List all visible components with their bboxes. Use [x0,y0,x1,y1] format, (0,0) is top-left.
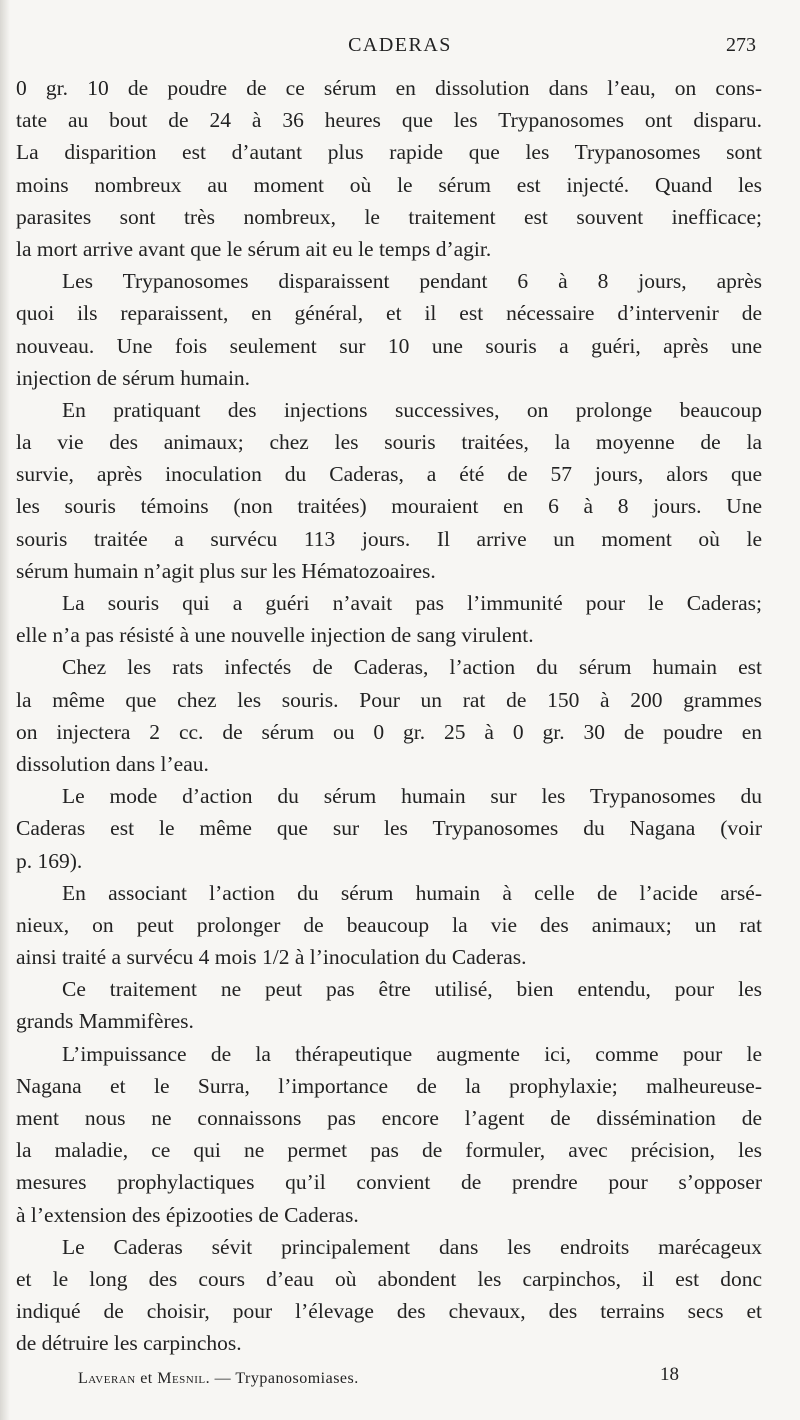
text-line: Le mode d’action du sérum humain sur les Trypanosomes du [62,784,762,809]
footer-joiner: et [135,1370,158,1387]
text-line: moins nombreux au moment où le sérum est injecté. Quand les [16,172,762,197]
text-line: Caderas est le même que sur les Trypanosomes du Nagana (voir [16,816,762,841]
text-line: quoi ils reparaissent, en général, et il est nécessaire d’intervenir de [16,301,762,326]
text-line: et le long des cours d’eau où abondent les carpinchos, il est donc [16,1266,762,1291]
text-line: à l’extension des épizooties de Caderas. [16,1202,359,1227]
text-line: de détruire les carpinchos. [16,1331,242,1356]
text-line: on injectera 2 cc. de sérum ou 0 gr. 25 à 0 gr. 30 de poudre en [16,719,762,744]
text-line: grands Mammifères. [16,1009,194,1034]
text-line: Les Trypanosomes disparaissent pendant 6 à 8 jours, après [62,269,762,294]
running-title: CADERAS [348,34,452,56]
footer-author-2: Mesnil. [157,1370,211,1387]
footer-author-1: Laveran [78,1370,136,1387]
text-line: La souris qui a guéri n’avait pas l’immunité pour le Caderas; [62,591,762,615]
footer-book-title: — Trypanosomiases. [210,1370,359,1387]
text-line: la même que chez les souris. Pour un rat de 150 à 200 grammes [16,687,762,712]
text-line: dissolution dans l’eau. [16,751,209,776]
text-line: Chez les rats infectés de Caderas, l’action du sérum humain est [62,655,762,680]
text-line: Le Caderas sévit principalement dans les endroits marécageux [62,1234,762,1259]
text-line: survie, après inoculation du Caderas, a été de 57 jours, alors que [16,462,762,487]
text-line: L’impuissance de la thérapeutique augmente ici, comme pour le [62,1041,762,1066]
text-line: mesures prophylactiques qu’il convient de prendre pour s’opposer [16,1170,762,1195]
text-line: nieux, on peut prolonger de beaucoup la vie des animaux; un rat [16,912,762,937]
text-line: les souris témoins (non traitées) mouraient en 6 à 8 jours. Une [16,494,762,519]
body-text [0,72,800,1360]
text-line: la vie des animaux; chez les souris traitées, la moyenne de la [16,430,762,455]
text-line: ment nous ne connaissons pas encore l’agent de dissémination de [16,1106,762,1130]
text-line: injection de sérum humain. [16,365,251,390]
text-line: Ce traitement ne peut pas être utilisé, bien entendu, pour les [62,977,762,1002]
footer-credit [78,1370,359,1388]
text-line: En associant l’action du sérum humain à celle de l’acide arsé- [62,880,762,905]
page-footer [0,1364,800,1394]
text-line: la mort arrive avant que le sérum ait eu le temps d’agir. [16,236,492,261]
text-line: p. 169). [16,848,83,873]
text-line: ainsi traité a survécu 4 mois 1/2 à l’inoculation du Caderas. [16,945,527,970]
text-line: Nagana et le Surra, l’importance de la prophylaxie; malheureuse- [16,1073,762,1098]
page-number: 273 [726,34,756,56]
text-line: indiqué de choisir, pour l’élevage des chevaux, des terrains secs et [16,1299,762,1324]
text-line: En pratiquant des injections successives, on prolonge beaucoup [62,397,762,422]
running-header [0,34,800,60]
text-line: La disparition est d’autant plus rapide que les Trypanosomes sont [16,140,762,165]
text-line: elle n’a pas résisté à une nouvelle injection de sang virulent. [16,623,534,648]
text-line: 0 gr. 10 de poudre de ce sérum en dissolution dans l’eau, on cons- [16,76,762,100]
text-line: sérum humain n’agit plus sur les Hématozoaires. [16,558,436,583]
text-line: souris traitée a survécu 113 jours. Il arrive un moment où le [16,526,762,551]
signature-mark: 18 [660,1364,679,1385]
text-line: la maladie, ce qui ne permet pas de formuler, avec précision, les [16,1138,762,1163]
text-line: parasites sont très nombreux, le traitement est souvent inefficace; [16,204,762,229]
text-line: nouveau. Une fois seulement sur 10 une souris a guéri, après une [16,333,762,358]
text-line: tate au bout de 24 à 36 heures que les Trypanosomes ont disparu. [16,108,762,133]
